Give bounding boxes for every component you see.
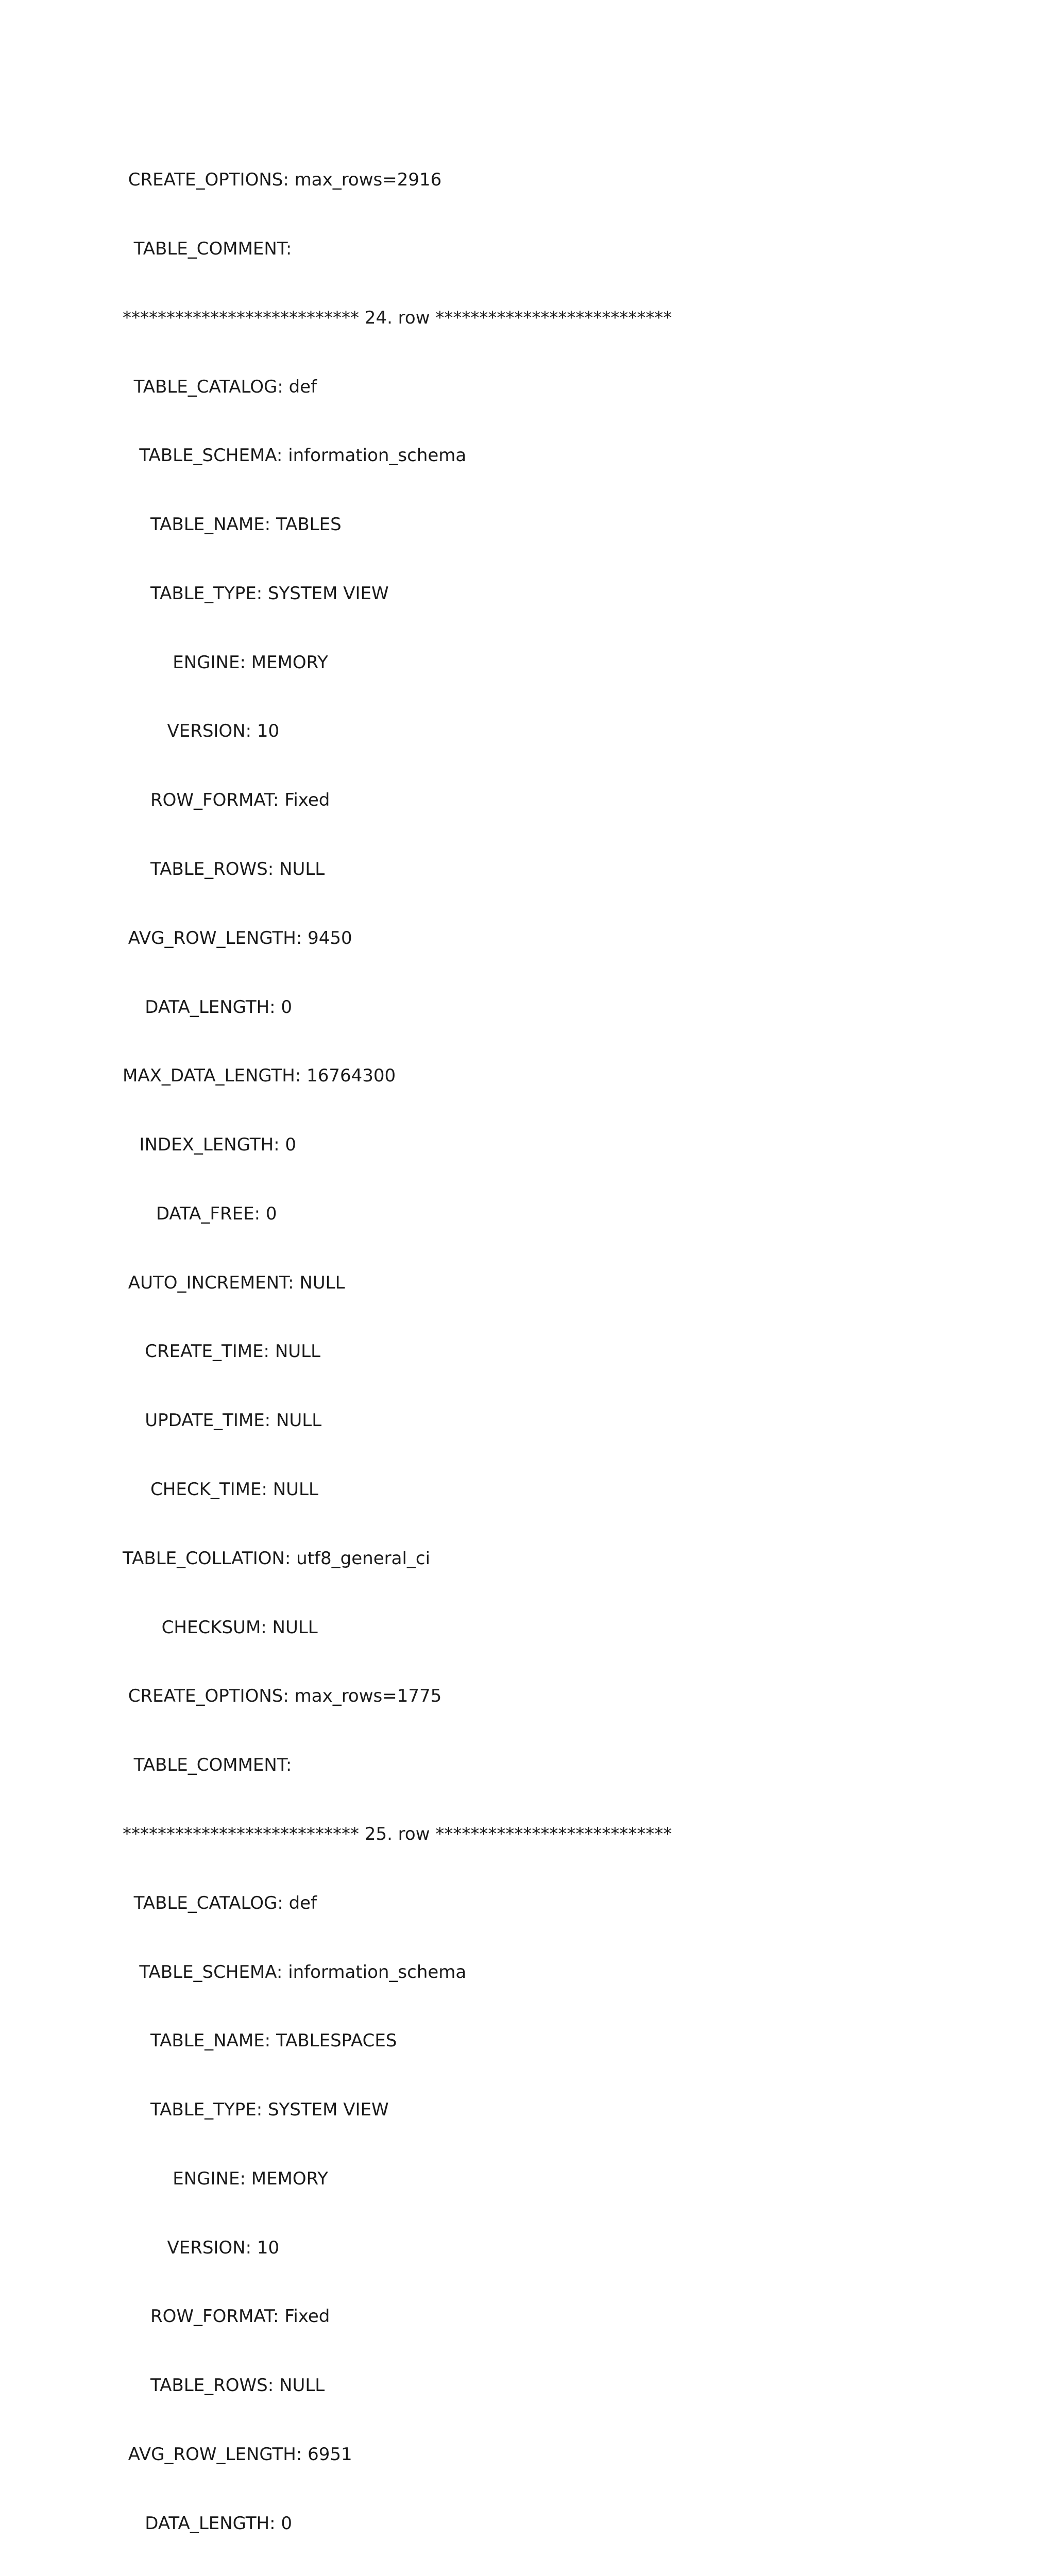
text-line: CHECK_TIME: NULL <box>123 1479 318 1500</box>
row-separator: *************************** 25. row *************************** <box>123 1823 672 1844</box>
text-line: TABLE_COMMENT: <box>123 238 292 259</box>
text-line: AUTO_INCREMENT: NULL <box>123 1272 345 1293</box>
text-line: ENGINE: MEMORY <box>123 2168 328 2189</box>
text-line: AVG_ROW_LENGTH: 6951 <box>123 2444 352 2465</box>
text-line: TABLE_NAME: TABLESPACES <box>123 2030 397 2052</box>
text-line: CHECKSUM: NULL <box>123 1617 318 1638</box>
text-line: UPDATE_TIME: NULL <box>123 1410 322 1431</box>
text-line: AVG_ROW_LENGTH: 9450 <box>123 927 352 948</box>
text-line: MAX_DATA_LENGTH: 16764300 <box>123 1065 396 1087</box>
text-line: DATA_LENGTH: 0 <box>123 2513 293 2534</box>
text-line: ROW_FORMAT: Fixed <box>123 790 330 811</box>
text-line: TABLE_SCHEMA: information_schema <box>123 1961 467 1982</box>
text-line: TABLE_ROWS: NULL <box>123 2375 325 2396</box>
text-line: TABLE_COMMENT: <box>123 1755 292 1776</box>
text-line: DATA_LENGTH: 0 <box>123 996 293 1018</box>
text-line: TABLE_TYPE: SYSTEM VIEW <box>123 2099 389 2121</box>
text-line: TABLE_SCHEMA: information_schema <box>123 445 467 466</box>
text-line: ENGINE: MEMORY <box>123 652 328 673</box>
text-line: CREATE_OPTIONS: max_rows=2916 <box>123 170 442 191</box>
row-separator: *************************** 24. row *************************** <box>123 307 672 328</box>
text-line: VERSION: 10 <box>123 721 280 742</box>
text-line: CREATE_TIME: NULL <box>123 1341 321 1362</box>
text-line: INDEX_LENGTH: 0 <box>123 1134 297 1156</box>
text-line: TABLE_CATALOG: def <box>123 1892 317 1913</box>
text-line: CREATE_OPTIONS: max_rows=1775 <box>123 1686 442 1707</box>
text-line: TABLE_COLLATION: utf8_general_ci <box>123 1548 431 1569</box>
text-line: TABLE_TYPE: SYSTEM VIEW <box>123 583 389 604</box>
text-line: DATA_FREE: 0 <box>123 1203 277 1224</box>
text-line: TABLE_NAME: TABLES <box>123 514 342 535</box>
text-line: ROW_FORMAT: Fixed <box>123 2306 330 2327</box>
text-line: VERSION: 10 <box>123 2237 280 2258</box>
text-line: TABLE_ROWS: NULL <box>123 859 325 879</box>
text-line: TABLE_CATALOG: def <box>123 376 317 397</box>
query-output-text <box>123 123 672 2576</box>
